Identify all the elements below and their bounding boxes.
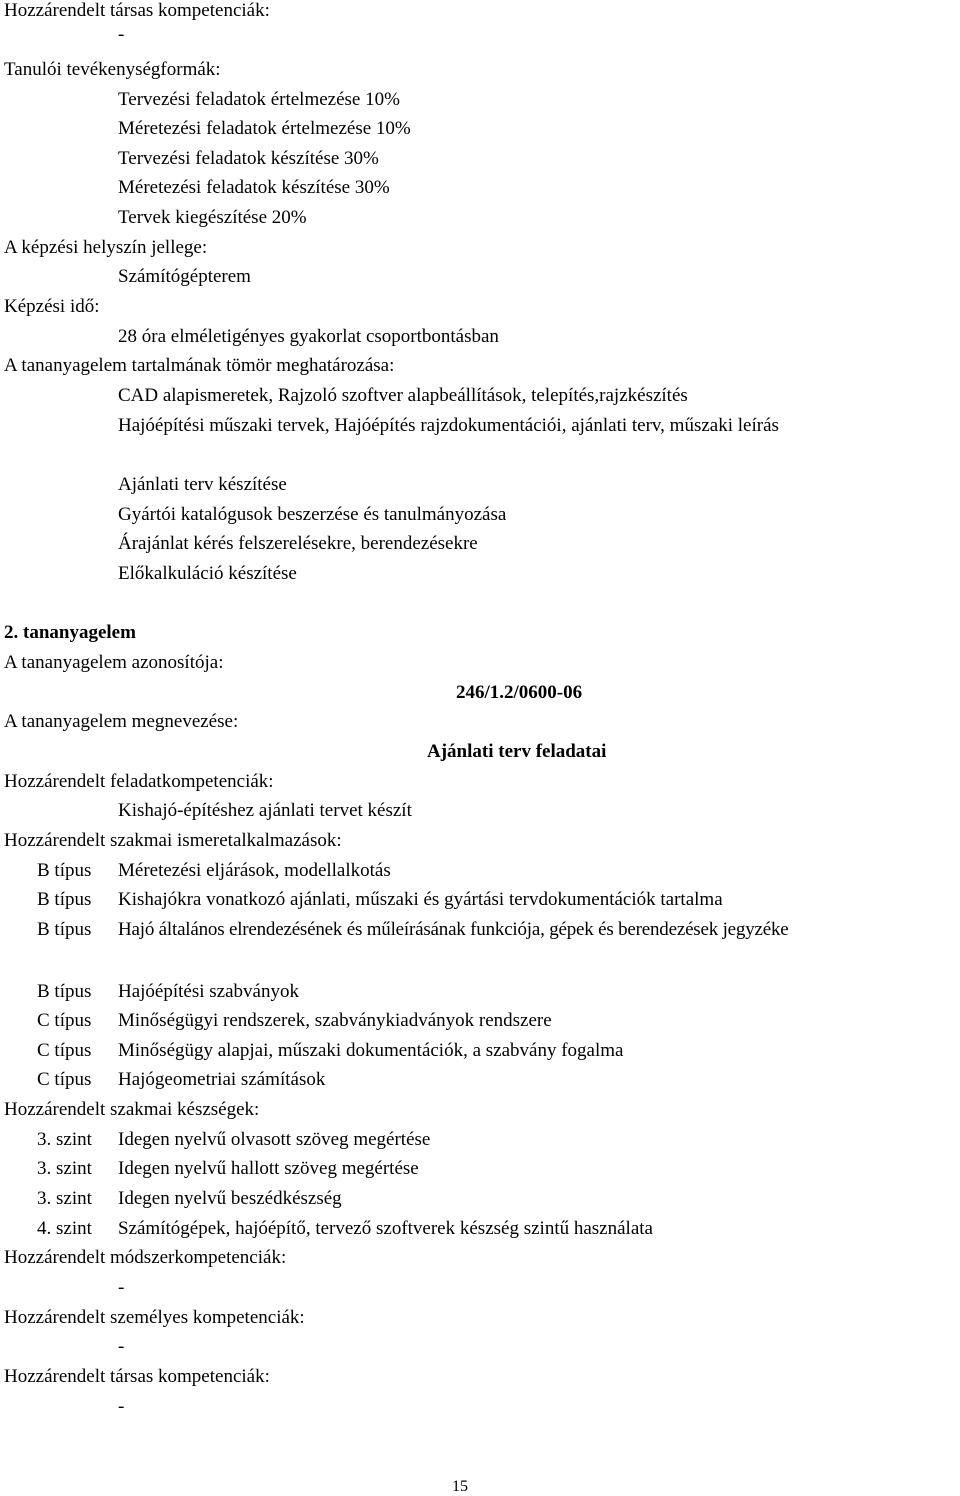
id-label: A tananyagelem azonosítója: <box>4 652 224 673</box>
skill-text: Idegen nyelvű hallott szöveg megértése <box>118 1158 419 1179</box>
skill-text: Idegen nyelvű olvasott szöveg megértése <box>118 1129 431 1150</box>
section-heading: 2. tananyagelem <box>4 622 136 643</box>
name-label: A tananyagelem megnevezése: <box>4 711 239 732</box>
time-value: 28 óra elméletigényes gyakorlat csoportbontásban <box>118 326 499 347</box>
skill-level: 4. szint <box>37 1218 92 1239</box>
activities-label: Tanulói tevékenységformák: <box>4 59 221 80</box>
social-competencies-label: Hozzárendelt társas kompetenciák: <box>4 0 270 21</box>
knowledge-level: C típus <box>37 1040 92 1061</box>
knowledge-text: Minőségügyi rendszerek, szabványkiadványok rendszere <box>118 1010 552 1031</box>
task-competencies-label: Hozzárendelt feladatkompetenciák: <box>4 771 274 792</box>
social-competencies-label-2: Hozzárendelt társas kompetenciák: <box>4 1366 270 1387</box>
skill-level: 3. szint <box>37 1129 92 1150</box>
knowledge-text: Minőségügy alapjai, műszaki dokumentációk, a szabvány fogalma <box>118 1040 624 1061</box>
method-competencies-value: - <box>118 1277 125 1298</box>
content-task: Előkalkuláció készítése <box>118 563 297 584</box>
method-competencies-label: Hozzárendelt módszerkompetenciák: <box>4 1247 287 1268</box>
skill-text: Számítógépek, hajóépítő, tervező szoftverek készség szintű használata <box>118 1218 653 1239</box>
activity-item: Tervek kiegészítése 20% <box>118 207 307 228</box>
skills-label: Hozzárendelt szakmai készségek: <box>4 1099 260 1120</box>
knowledge-text: Hajó általános elrendezésének és műleírásának funkciója, gépek és berendezések jegyzéke <box>118 919 789 940</box>
personal-competencies-value: - <box>118 1336 125 1357</box>
personal-competencies-label: Hozzárendelt személyes kompetenciák: <box>4 1307 305 1328</box>
knowledge-text: Méretezési eljárások, modellalkotás <box>118 860 391 881</box>
knowledge-level: B típus <box>37 919 92 940</box>
skill-level: 3. szint <box>37 1188 92 1209</box>
location-value: Számítógépterem <box>118 266 251 287</box>
location-label: A képzési helyszín jellege: <box>4 237 208 258</box>
social-competencies-value: - <box>118 24 125 45</box>
task-competencies-value: Kishajó-építéshez ajánlati tervet készít <box>118 800 412 821</box>
content-task: Ajánlati terv készítése <box>118 474 287 495</box>
knowledge-text: Hajógeometriai számítások <box>118 1069 326 1090</box>
knowledge-level: B típus <box>37 981 92 1002</box>
id-value: 246/1.2/0600-06 <box>456 682 583 703</box>
activity-item: Méretezési feladatok készítése 30% <box>118 177 390 198</box>
name-value: Ajánlati terv feladatai <box>427 741 607 762</box>
skill-level: 3. szint <box>37 1158 92 1179</box>
knowledge-level: B típus <box>37 889 92 910</box>
knowledge-level: C típus <box>37 1069 92 1090</box>
content-task: Gyártói katalógusok beszerzése és tanulmányozása <box>118 504 507 525</box>
knowledge-text: Hajóépítési szabványok <box>118 981 299 1002</box>
knowledge-level: C típus <box>37 1010 92 1031</box>
activity-item: Méretezési feladatok értelmezése 10% <box>118 118 411 139</box>
activity-item: Tervezési feladatok értelmezése 10% <box>118 89 400 110</box>
activity-item: Tervezési feladatok készítése 30% <box>118 148 379 169</box>
content-label: A tananyagelem tartalmának tömör meghatározása: <box>4 355 395 376</box>
content-task: Árajánlat kérés felszerelésekre, berendezésekre <box>118 533 478 554</box>
skill-text: Idegen nyelvű beszédkészség <box>118 1188 342 1209</box>
content-line: Hajóépítési műszaki tervek, Hajóépítés rajzdokumentációi, ajánlati terv, műszaki leírás <box>118 415 779 436</box>
page-number: 15 <box>452 1478 468 1495</box>
time-label: Képzési idő: <box>4 296 100 317</box>
knowledge-level: B típus <box>37 860 92 881</box>
knowledge-text: Kishajókra vonatkozó ajánlati, műszaki és gyártási tervdokumentációk tartalma <box>118 889 723 910</box>
content-line: CAD alapismeretek, Rajzoló szoftver alapbeállítások, telepítés,rajzkészítés <box>118 385 688 406</box>
knowledge-label: Hozzárendelt szakmai ismeretalkalmazások: <box>4 830 342 851</box>
social-competencies-value-2: - <box>118 1396 125 1417</box>
